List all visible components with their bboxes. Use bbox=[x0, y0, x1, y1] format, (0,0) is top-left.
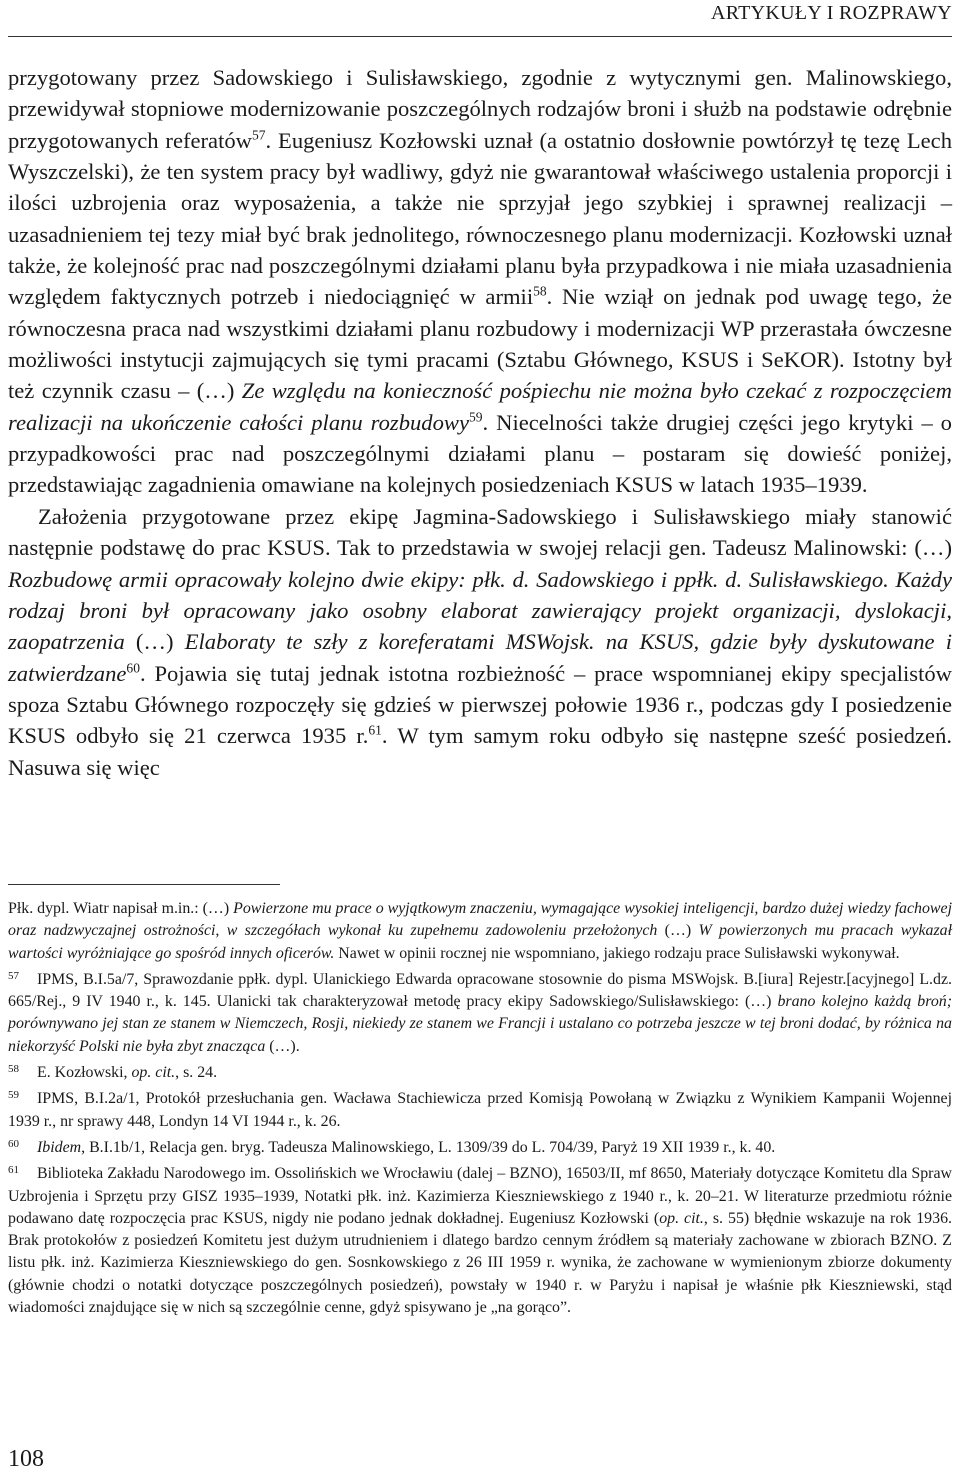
header-divider bbox=[8, 36, 952, 37]
text-run: Nawet w opinii rocznej nie wspomniano, jakiego rodzaju prace Sulisławski wykonywał. bbox=[334, 944, 900, 962]
italic-text: op. cit. bbox=[659, 1209, 704, 1227]
main-text bbox=[8, 62, 952, 783]
text-run: Założenia przygotowane przez ekipę Jagmina-Sadowskiego i Sulisławskiego miały stanowić następnie podstawę do prac KSUS. Tak to przedstawia w swojej relacji gen. Tadeusz Malinowski: (…) bbox=[8, 503, 952, 561]
body-paragraph bbox=[8, 501, 952, 783]
italic-text: op. cit. bbox=[131, 1064, 176, 1082]
italic-text: Ibidem bbox=[37, 1138, 82, 1156]
italic-text: Elaboraty te szły z koreferatami MSWojsk. na KSUS, gdzie były dyskutowane i zatwierdzane bbox=[8, 629, 952, 686]
text-run: , s. 55) błędnie wskazuje na rok 1936. Brak protokołów z posiedzeń Komitetu jest dużym utrudnieniem i dlatego bardzo cennym źródłem są materiały zachowane w zbiorach BZNO. Z listu płk. inż. Kazimierza Kieszniewskiego do gen. Sosnkowskiego z 26 III 1959 r. wynika, że zachowane w wymienionym zbiorze dokumenty (głównie chodzi o notatki dotyczące poszczególnych posiedzeń), powstały w 1940 r. w Paryżu i napisał je właśnie płk Kieszniewski, stąd wiadomości znajdujące się w nich są szczególnie cenne, gdyż spisywano je „na gorąco”. bbox=[8, 1209, 952, 1317]
text-run: . Niecelności także drugiej części jego krytyki – o przypadkowości prac nad poszczególnymi działami planu – postaram się dowieść poniżej, przedstawiając zagadnienia omawiane na kolejnych posiedzeniach KSUS w latach 1935–1939. bbox=[8, 409, 952, 498]
footnote bbox=[8, 898, 952, 965]
text-run: przygotowany przez Sadowskiego i Sulisławskiego, zgodnie z wytycznymi gen. Malinowskiego, przewidywał stopniowe modernizowanie poszczególnych rodzajów broni i służb na podstawie odrębnie przygotowanych referatów bbox=[8, 65, 952, 153]
italic-text: W powierzonych mu pracach wykazał wartości wyróżniające go spośród innych oficerów. bbox=[8, 922, 952, 962]
text-run: . Nie wziął on jednak pod uwagę tego, że równoczesna praca nad wszystkimi działami planu rozbudowy i modernizacji WP przerastała ówczesne możliwości instytucji zajmujących się tymi pracami (Sztabu Głównego, KSUS i SeKOR). Istotny był też czynnik czasu – (…) bbox=[8, 284, 952, 404]
text-run: . W tym samym roku odbyło się następne sześć posiedzeń. Nasuwa się więc bbox=[8, 723, 953, 780]
footnote-reference: 60 bbox=[126, 660, 140, 675]
text-run: Biblioteka Zakładu Narodowego im. Ossolińskich we Wrocławiu (dalej – BZNO), 16503/II, mf 8650, Materiały dotyczące Komitetu dla Spraw Uzbrojenia i Sprzętu przy GISZ 1935–1939, Notatki płk. inż. Kazimierza Kieszniewskiego z 1940 r., k. 20–21. W literaturze przedmiotu różnie podawano datę rozpoczęcia prac KSUS, nigdy nie podano jednak dokładnej. Eugeniusz Kozłowski ( bbox=[8, 1165, 952, 1227]
text-run: Płk. dypl. Wiatr napisał m.in.: (…) bbox=[8, 900, 234, 917]
italic-text: brano kolejno każdą broń; porównywano jej stan ze stanem w Niemczech, Rosji, niekiedy ze stanem we Francji i ustalano co potrzeba jeszcze w tej broni dodać, by różnica na niekorzyść Polski nie była zbyt znacząca bbox=[8, 993, 953, 1055]
text-run: (…) bbox=[124, 629, 185, 655]
text-run: , s. 24. bbox=[175, 1064, 218, 1082]
footnote-number: 60 bbox=[8, 1137, 19, 1150]
text-run: , B.I.1b/1, Relacja gen. bryg. Tadeusza Malinowskiego, L. 1309/39 do L. 704/39, Paryż 19 XII 1939 r., k. 40. bbox=[81, 1138, 776, 1156]
footnotes bbox=[8, 898, 952, 1319]
footnote-reference: 61 bbox=[368, 722, 382, 738]
text-run: IPMS, B.I.2a/1, Protokół przesłuchania gen. Wacława Stachiewicza przed Komisją Powołaną w Związku z Wynikiem Kampanii Wojennej 1939 r., nr sprawy 448, Londyn 14 VI 1944 r., k. 26. bbox=[8, 1090, 952, 1130]
text-run: E. Kozłowski, bbox=[37, 1064, 132, 1082]
footnote-divider bbox=[8, 884, 280, 885]
footnote-number: 57 bbox=[8, 969, 19, 982]
footnote-number: 61 bbox=[8, 1164, 19, 1177]
text-run: (…) bbox=[657, 922, 699, 940]
footnote bbox=[8, 1159, 952, 1319]
italic-text: Powierzone mu prace o wyjątkowym znaczeniu, wymagające wysokiej inteligencji, bardzo dużej wiedzy fachowej oraz nadzwyczajnej ostrożności, w szczegółach wykonał ku zupełnemu zadowoleniu przełożonych bbox=[8, 900, 952, 940]
italic-text: Rozbudowę armii opracowały kolejno dwie ekipy: płk. d. Sadowskiego i ppłk. d. Sulisławskiego. Każdy rodzaj broni był opracowany jako osobny elaborat zawierający projekt organizacji, dyslokacji, zaopatrzenia bbox=[8, 566, 952, 655]
footnote bbox=[8, 965, 952, 1058]
page-number: 108 bbox=[8, 1446, 44, 1472]
text-run: . Pojawia się tutaj jednak istotna rozbieżność – prace wspomnianej ekipy specjalistów spoza Sztabu Głównego rozpoczęły się gdzieś w pierwszej połowie 1936 r., podczas gdy I posiedzenie KSUS odbyło się 21 czerwca 1935 r. bbox=[8, 660, 952, 749]
text-run: (…). bbox=[265, 1037, 300, 1055]
text-run: IPMS, B.I.5a/7, Sprawozdanie ppłk. dypl. Ulanickiego Edwarda opracowane stosownie do pisma MSWojsk. B.[iura] Rejestr.[acyjnego] L.dz. 665/Rej., 9 IV 1940 r., k. 145. Ulanicki tak charakteryzował metodę pracy ekipy Sadowskiego/Sulisławskiego: (…) bbox=[8, 970, 952, 1011]
footnote-reference: 58 bbox=[533, 283, 547, 299]
footnote bbox=[8, 1133, 952, 1159]
footnote bbox=[8, 1058, 952, 1084]
footnote bbox=[8, 1084, 952, 1133]
body-paragraph bbox=[8, 62, 952, 501]
text-run: . Eugeniusz Kozłowski uznał (a ostatnio dosłownie powtórzył tę tezę Lech Wyszczelski), że ten system pracy był wadliwy, gdyż nie gwarantował właściwego ustalenia proporcji i ilości uzbrojenia oraz wyposażenia, a także nie sprzyjał jego szybkiej i sprawnej realizacji – uzasadnieniem tej tezy miał być brak jednolitego, równoczesnego planu modernizacji. Kozłowski uznał także, że kolejność prac nad poszczególnymi działami planu była przypadkowa i nie miała uzasadnienia względem faktycznych potrzeb i niedociągnięć w armii bbox=[8, 127, 953, 310]
footnote-number: 59 bbox=[8, 1089, 19, 1102]
running-header: ARTYKUŁY I ROZPRAWY bbox=[710, 2, 952, 24]
footnote-reference: 57 bbox=[251, 127, 266, 143]
footnote-reference: 59 bbox=[468, 409, 483, 425]
footnote-number: 58 bbox=[8, 1063, 19, 1076]
italic-text: Ze względu na konieczność pośpiechu nie można było czekać z rozpoczęciem realizacji na ukończenie całości planu rozbudowy bbox=[8, 378, 952, 435]
